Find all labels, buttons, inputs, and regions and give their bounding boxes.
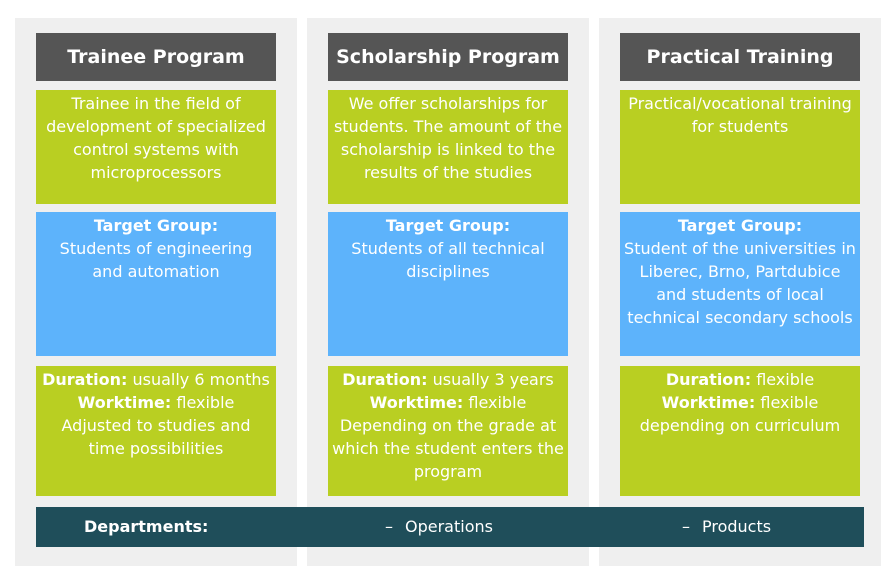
department-item-products	[682, 507, 771, 547]
worktime-value: flexible	[468, 393, 527, 412]
target-group-line: Student of the universities in	[624, 239, 856, 258]
program-description	[620, 90, 860, 204]
program-title: Practical Training	[620, 33, 860, 81]
trainee-program-column	[15, 18, 297, 566]
department-name: Products	[702, 517, 772, 536]
description-line: students. The amount of the	[333, 117, 563, 136]
departments-label: Departments:	[84, 517, 209, 536]
target-group-line: and automation	[92, 262, 220, 281]
duration-label: Duration:	[342, 370, 428, 389]
target-group-line: and students of local	[656, 285, 824, 304]
duration-box	[36, 366, 276, 496]
program-title: Trainee Program	[36, 33, 276, 81]
duration-box	[328, 366, 568, 496]
description-line: Practical/vocational training	[628, 94, 852, 113]
duration-label: Duration:	[42, 370, 128, 389]
target-group-line: disciplines	[406, 262, 490, 281]
dash-icon: –	[385, 517, 393, 536]
program-description	[328, 90, 568, 204]
target-group-label: Target Group:	[93, 216, 219, 235]
worktime-label: Worktime:	[369, 393, 464, 412]
description-line: scholarship is linked to the	[340, 140, 556, 159]
department-item-operations	[385, 507, 493, 547]
description-line: results of the studies	[363, 163, 533, 182]
note-line: program	[413, 462, 483, 481]
duration-box	[620, 366, 860, 496]
description-line: control systems with	[73, 140, 239, 159]
note-line: time possibilities	[88, 439, 224, 458]
worktime-value: flexible	[760, 393, 819, 412]
target-group-line: Students of engineering	[59, 239, 253, 258]
description-line: for students	[691, 117, 789, 136]
dash-icon: –	[682, 517, 690, 536]
duration-value: usually 6 months	[132, 370, 270, 389]
duration-value: flexible	[756, 370, 815, 389]
practical-training-column	[599, 18, 881, 566]
scholarship-program-column	[307, 18, 589, 566]
duration-label: Duration:	[665, 370, 752, 389]
target-group-box	[328, 212, 568, 356]
worktime-label: Worktime:	[661, 393, 756, 412]
note-line: Adjusted to studies and	[61, 416, 251, 435]
note-line: depending on curriculum	[639, 416, 841, 435]
program-title: Scholarship Program	[328, 33, 568, 81]
department-name: Operations	[405, 517, 493, 536]
duration-line	[623, 368, 857, 391]
target-group-box	[36, 212, 276, 356]
target-group-label: Target Group:	[677, 216, 803, 235]
worktime-label: Worktime:	[77, 393, 172, 412]
target-group-box	[620, 212, 860, 356]
worktime-line	[623, 391, 857, 414]
duration-value: usually 3 years	[432, 370, 554, 389]
worktime-line	[39, 391, 273, 414]
note-line: which the student enters the	[332, 439, 564, 458]
description-line: development of specialized	[46, 117, 266, 136]
duration-line	[331, 368, 565, 391]
departments-bar	[36, 507, 864, 547]
target-group-line: Liberec, Brno, Partdubice	[639, 262, 841, 281]
worktime-value: flexible	[176, 393, 235, 412]
description-line: microprocessors	[90, 163, 222, 182]
target-group-line: technical secondary schools	[627, 308, 853, 327]
duration-line	[39, 368, 273, 391]
target-group-label: Target Group:	[385, 216, 511, 235]
program-description	[36, 90, 276, 204]
description-line: Trainee in the field of	[71, 94, 241, 113]
worktime-line	[331, 391, 565, 414]
target-group-line: Students of all technical	[351, 239, 545, 258]
note-line: Depending on the grade at	[339, 416, 557, 435]
description-line: We offer scholarships for	[348, 94, 548, 113]
